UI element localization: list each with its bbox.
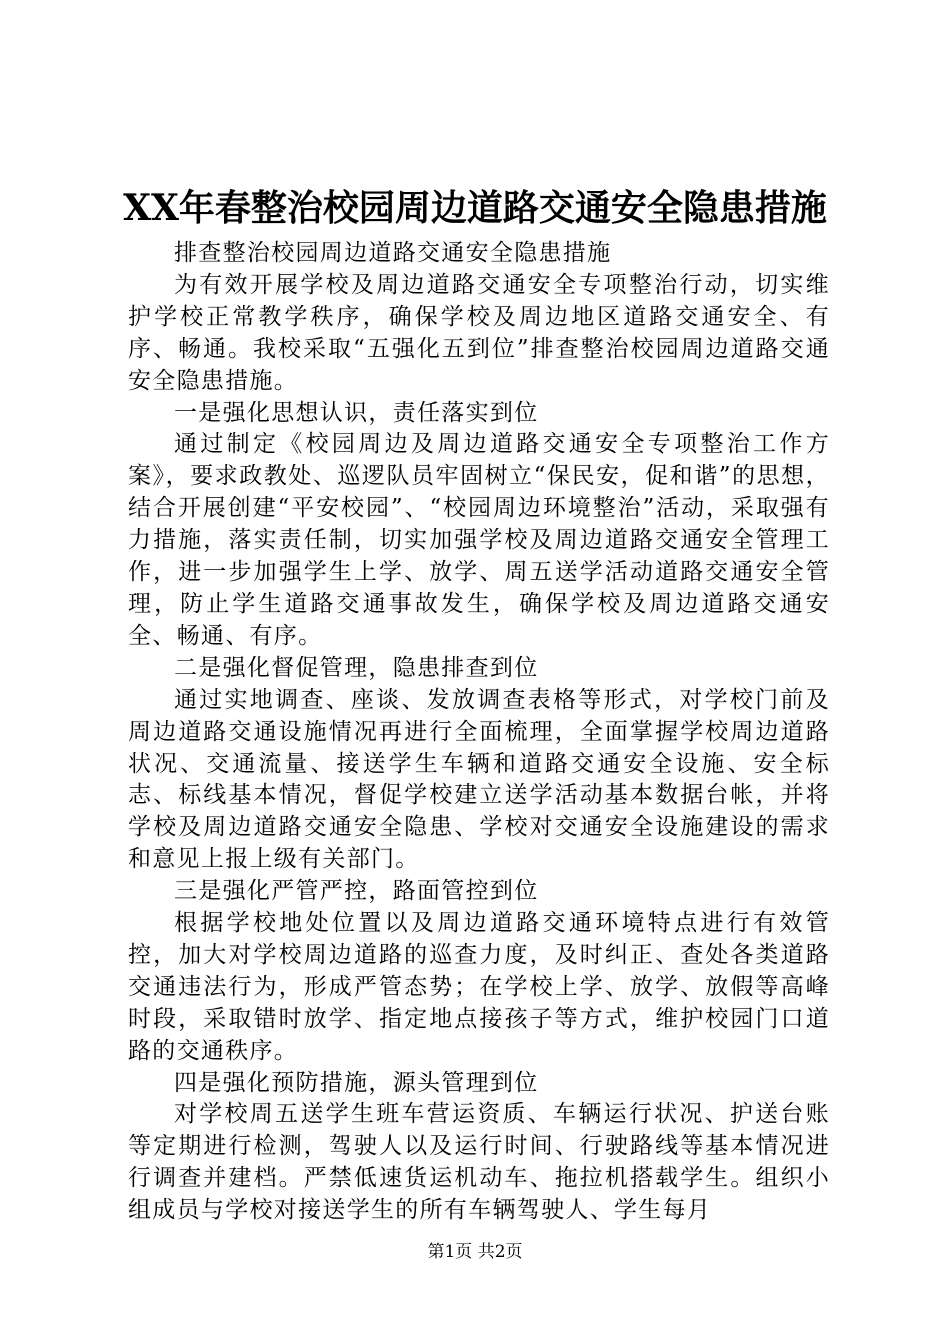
document-body: [128, 238, 830, 1227]
section-body-4: 对学校周五送学生班车营运资质、车辆运行状况、护送台账等定期进行检测，驾驶人以及运行时间、行驶路线等基本情况进行调查并建档。严禁低速货运机动车、拖拉机搭载学生。组织小组成员与学校对接送学生的所有车辆驾驶人、学生每月: [128, 1101, 830, 1224]
page-footer: 第1页 共2页: [427, 1242, 523, 1262]
section-body-2: 通过实地调查、座谈、发放调查表格等形式，对学校门前及周边道路交通设施情况再进行全面梳理，全面掌握学校周边道路状况、交通流量、接送学生车辆和道路交通安全设施、安全标志、标线基本情况，督促学校建立送学活动基本数据台帐，并将学校及周边道路交通安全隐患、学校对交通安全设施建设的需求和意见上报上级有关部门。: [128, 686, 830, 873]
document-title: XX年春整治校园周边道路交通安全隐患措施: [123, 187, 827, 229]
section-body-1: 通过制定《校园周边及周边道路交通安全专项整治工作方案》，要求政教处、巡逻队员牢固树立“保民安，促和谐”的思想，结合开展创建“平安校园”、“校园周边环境整治”活动，采取强有力措施，落实责任制，切实加强学校及周边道路交通安全管理工作，进一步加强学生上学、放学、周五送学活动道路交通安全管理，防止学生道路交通事故发生，确保学校及周边道路交通安全、畅通、有序。: [128, 431, 830, 649]
section-heading-4: 四是强化预防措施，源头管理到位: [174, 1069, 539, 1096]
section-heading-1: 一是强化思想认识，责任落实到位: [174, 399, 539, 426]
section-body-3: 根据学校地处位置以及周边道路交通环境特点进行有效管控，加大对学校周边道路的巡查力度，及时纠正、查处各类道路交通违法行为，形成严管态势；在学校上学、放学、放假等高峰时段，采取错时放学、指定地点接孩子等方式，维护校园门口道路的交通秩序。: [128, 910, 830, 1064]
paragraph-intro-heading: 排查整治校园周边道路交通安全隐患措施: [174, 240, 612, 266]
section-heading-3: 三是强化严管严控，路面管控到位: [174, 878, 539, 905]
paragraph-intro-body: 为有效开展学校及周边道路交通安全专项整治行动，切实维护学校正常教学秩序，确保学校及周边地区道路交通安全、有序、畅通。我校采取“五强化五到位”排查整治校园周边道路交通安全隐患措施。: [128, 271, 830, 394]
section-heading-2: 二是强化督促管理，隐患排查到位: [174, 654, 539, 681]
